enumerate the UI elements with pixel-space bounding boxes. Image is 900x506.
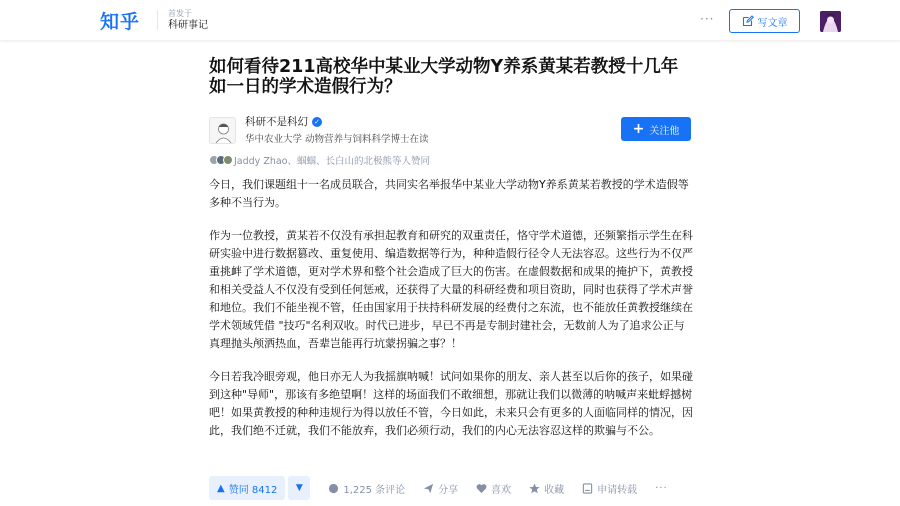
upvote-button[interactable] [209,476,285,500]
repost-label: 申请转载 [597,484,638,496]
favorite-button[interactable] [529,481,564,496]
column-name[interactable]: 科研事记 [168,20,208,31]
author-bio: 华中农业大学 动物营养与饲料科学博士在读 [245,134,429,145]
share-button[interactable] [423,481,458,496]
action-bar [209,476,668,500]
column-info[interactable] [168,9,208,33]
heart-icon [476,483,487,494]
article-title: 如何看待211高校华中某业大学动物Y养系黄某若教授十几年如一日的学术造假行为？ [209,57,679,97]
follow-button[interactable] [621,117,691,141]
repost-icon [582,483,593,494]
plus-icon: + [632,121,645,137]
paragraph: 今日，我们课题组十一名成员联合，共同实名举报华中某业大学动物Y养系黄某若教授的学术造假等多种不当行为。 [209,178,689,209]
write-article-button[interactable] [729,9,800,33]
more-menu-icon[interactable]: ··· [700,12,715,26]
author-name-row[interactable] [245,114,322,129]
write-article-label: 写文章 [757,17,788,29]
paragraph: 今日若我冷眼旁观，他日亦无人为我摇旗呐喊！试问如果你的朋友、亲人甚至以后你的孩子，如果碰到这种"导师"，那该有多绝望啊！这样的场面我们不敢细想，那就让我们以微薄的呐喊声来蚍蜉撼树吧！如果黄教授的种种违规行为得以放任不管，今日如此，未来只会有更多的人面临同样的情况，因此，我们绝不迁就，我们不能放弃，我们必须行动，我们的内心无法容忍这样的欺骗与不公。 [209,370,693,437]
published-in-label: 首发于 [168,9,192,18]
header-divider [157,10,158,30]
author-avatar[interactable] [209,117,236,144]
upvoters-row[interactable] [209,153,430,167]
top-header [0,0,900,40]
repost-button[interactable] [582,481,637,496]
like-label: 喜欢 [491,484,512,496]
upvoter-avatars [209,155,230,165]
author-name[interactable]: 科研不是科幻 [245,116,308,128]
follow-label: 关注他 [649,125,680,137]
comment-icon [328,483,339,494]
comments-button[interactable] [328,481,405,496]
upvoter-avatar [223,155,233,165]
edit-icon [742,15,754,27]
like-button[interactable] [476,481,511,496]
user-avatar[interactable] [820,11,841,32]
verified-icon: ✓ [312,117,322,127]
downvote-button[interactable]: ▼ [288,476,310,500]
comments-label: 1,225 条评论 [343,484,406,496]
triangle-up-icon: ▲ [217,482,225,494]
zhihu-logo[interactable]: 知乎 [100,11,141,33]
upvote-label: 赞同 8412 [228,484,278,496]
more-actions-icon[interactable]: ··· [655,482,668,494]
share-label: 分享 [438,484,459,496]
upvoters-text: Jaddy Zhao、蝈蝈、长白山的北极熊等人赞同 [234,156,430,167]
star-icon [529,483,540,494]
share-icon [423,483,434,494]
article-body [209,176,693,455]
paragraph: 作为一位教授，黄某若不仅没有承担起教育和研究的双重责任，恪守学术道德，还频繁指示学生在科研实验中进行数据篡改、重复使用、编造数据等行为，种种造假行径令人无法容忍。这些行为不仅严重挑衅了学术道德，更对学术界和整个社会造成了巨大的伤害。在虚假数据和成果的掩护下，黄教授和相关受益人不仅没有受到任何惩戒，还获得了大量的科研经费和项目资助，同时也获得了学术声誉和地位。我们不能坐视不管，任由国家用于扶持科研发展的经费付之东流，也不能放任黄教授继续在学术领域凭借 "技巧"名利双收。时代已进步，早已不再是专制封建社会，无数前人为了追求公正与真理抛头颅洒热血，吾辈岂能再行坑蒙拐骗之事？！ [209,229,693,350]
favorite-label: 收藏 [544,484,565,496]
